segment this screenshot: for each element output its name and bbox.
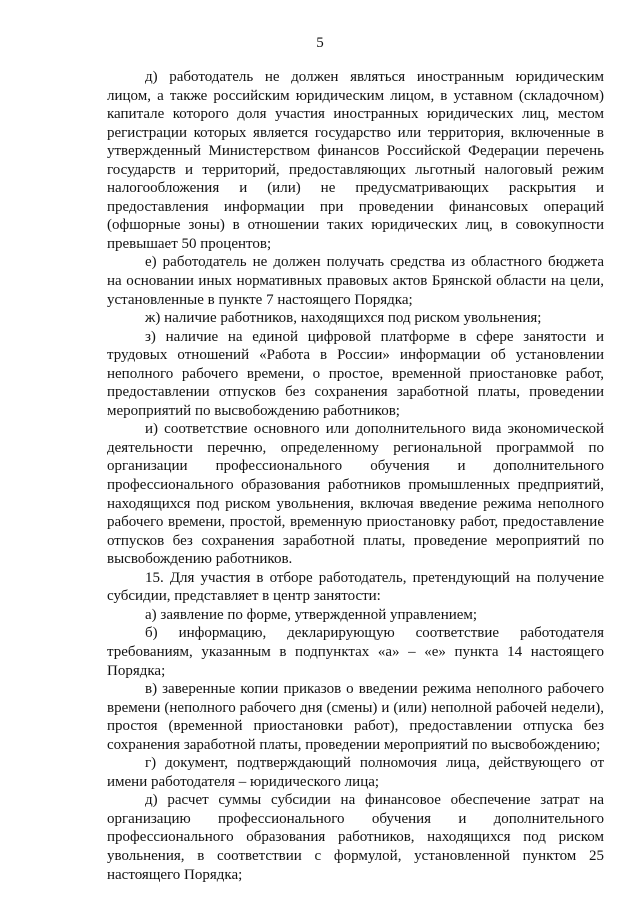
paragraph-15a: а) заявление по форме, утвержденной управлением; xyxy=(145,606,478,623)
paragraph-14d: д) работодатель не должен являться иностранным юридическим лицом, а также российским юридическим лицом, в уставном (складочном) капитале которого доля участия иностранных юридических лиц, местом регистрации которых является государство или территория, включенные в утвержденный Министерством финансов Российской Федерации перечень государств и территорий, предоставляющих льготный налоговый режим налогообложения и (или) не предусматривающих раскрытия и предоставления информации при проведении финансовых операций (офшорные зоны) в отношении таких юридических лиц, в совокупности превышает 50 процентов; xyxy=(107,69,604,252)
paragraph-15g: г) документ, подтверждающий полномочия лица, действующего от имени работодателя – юридического лица; xyxy=(107,755,604,790)
paragraph-15v: в) заверенные копии приказов о введении режима неполного рабочего времени (неполного рабочего дня (смены) и (или) неполной рабочей недели), простоя (временной приостановки работ), предоставлении отпуска без сохранения заработной платы, проведении мероприятий по высвобождению; xyxy=(107,681,604,753)
paragraph-15b: б) информацию, декларирующую соответствие работодателя требованиям, указанным в подпунктах «а» – «е» пункта 14 настоящего Порядка; xyxy=(107,625,604,679)
paragraph-15: 15. Для участия в отборе работодатель, претендующий на получение субсидии, представляет в центр занятости: xyxy=(107,569,604,605)
paragraph-15d: д) расчет суммы субсидии на финансовое обеспечение затрат на организацию профессионального обучения и дополнительного профессионального образования работников, находящихся под риском увольнения, в соответствии с формулой, установленной пунктом 25 настоящего Порядка; xyxy=(107,792,604,883)
page-number: 5 xyxy=(316,35,324,51)
paragraph-14e: е) работодатель не должен получать средства из областного бюджета на основании иных нормативных правовых актов Брянской области на цели, установленные в пункте 7 настоящего Порядка; xyxy=(107,254,604,308)
paragraph-14i: и) соответствие основного или дополнительного вида экономической деятельности перечню, определенному региональной программой по организации профессионального обучения и дополнительного профессионального образования работников промышленных предприятий, находящихся под риском увольнения, включая введение режима неполного рабочего времени, простой, временную приостановку работ, предоставление отпусков без сохранения заработной платы, проведение мероприятий по высвобождению работников. xyxy=(107,421,604,568)
paragraph-14zh: ж) наличие работников, находящихся под риском увольнения; xyxy=(145,310,542,327)
document-body xyxy=(107,68,604,884)
paragraph-14z: з) наличие на единой цифровой платформе в сфере занятости и трудовых отношений «Работа в России» информации об установлении неполного рабочего времени, о простое, временной приостановке работ, предоставлении отпусков без сохранения заработной платы, проведении мероприятий по высвобождению работников; xyxy=(107,328,604,419)
